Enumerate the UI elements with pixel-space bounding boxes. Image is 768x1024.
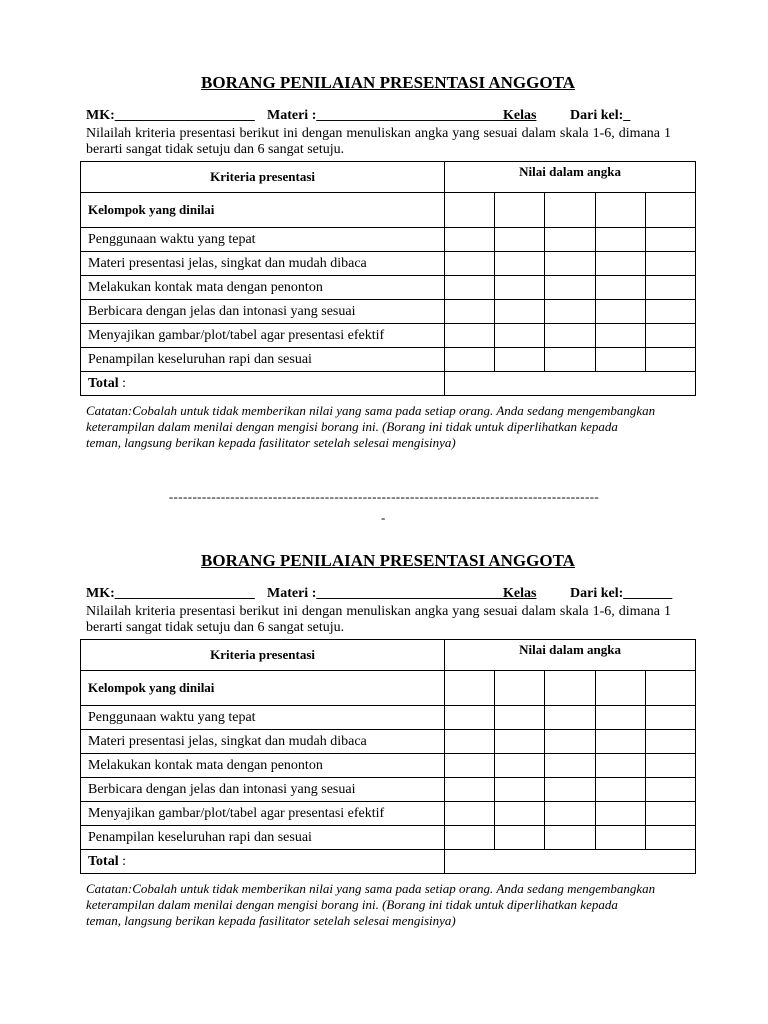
criterion-label: Melakukan kontak mata dengan penonton bbox=[81, 276, 445, 300]
score-cell[interactable] bbox=[445, 826, 495, 850]
score-cell[interactable] bbox=[595, 324, 645, 348]
score-cell[interactable] bbox=[545, 276, 595, 300]
criterion-label: Menyajikan gambar/plot/tabel agar presentasi efektif bbox=[81, 802, 445, 826]
score-cell[interactable] bbox=[595, 826, 645, 850]
score-cell[interactable] bbox=[645, 730, 695, 754]
mk-field[interactable]: MK:____________________ bbox=[86, 108, 255, 123]
score-cell[interactable] bbox=[445, 228, 495, 252]
total-suffix: : bbox=[118, 375, 126, 391]
group-row-label: Kelompok yang dinilai bbox=[81, 671, 445, 706]
score-cell[interactable] bbox=[545, 671, 595, 706]
score-cell[interactable] bbox=[595, 730, 645, 754]
kelas-field[interactable]: Kelas bbox=[503, 108, 537, 123]
score-cell[interactable] bbox=[445, 671, 495, 706]
score-cell[interactable] bbox=[545, 802, 595, 826]
criterion-label: Penampilan keseluruhan rapi dan sesuai bbox=[81, 348, 445, 372]
score-cell[interactable] bbox=[545, 706, 595, 730]
criterion-label: Berbicara dengan jelas dan intonasi yang sesuai bbox=[81, 300, 445, 324]
score-cell[interactable] bbox=[645, 300, 695, 324]
score-cell[interactable] bbox=[545, 228, 595, 252]
score-cell[interactable] bbox=[495, 730, 545, 754]
instruction-text: Nilailah kriteria presentasi berikut ini dengan menuliskan angka yang sesuai dalam skala 1-6, dimana 1 berarti sangat tidak setuju dan 6 sangat setuju. bbox=[86, 126, 671, 157]
score-cell[interactable] bbox=[445, 300, 495, 324]
instruction-text: Nilailah kriteria presentasi berikut ini dengan menuliskan angka yang sesuai dalam skala 1-6, dimana 1 berarti sangat tidak setuju dan 6 sangat setuju. bbox=[86, 604, 671, 635]
total-label: Total bbox=[88, 375, 119, 391]
score-cell[interactable] bbox=[645, 802, 695, 826]
table-row bbox=[81, 276, 696, 300]
score-cell[interactable] bbox=[595, 228, 645, 252]
note-text: Catatan:Cobalah untuk tidak memberikan nilai yang sama pada setiap orang. Anda sedang mengembangkan keterampilan dalam menilai dengan mengisi borang ini. (Borang ini tidak untuk diperlihatkan kepada teman, langsung berikan kepada fasilitator setelah selesai mengisinya) bbox=[86, 881, 656, 928]
score-cell[interactable] bbox=[495, 348, 545, 372]
score-cell[interactable] bbox=[645, 826, 695, 850]
table-row bbox=[81, 754, 696, 778]
score-cell[interactable] bbox=[495, 802, 545, 826]
score-cell[interactable] bbox=[645, 348, 695, 372]
criteria-column-header: Kriteria presentasi bbox=[81, 162, 445, 193]
score-cell[interactable] bbox=[495, 276, 545, 300]
score-cell[interactable] bbox=[445, 324, 495, 348]
score-cell[interactable] bbox=[495, 300, 545, 324]
cut-line: ------------------------------------------------------------------------------------------- bbox=[168, 489, 600, 504]
criterion-label: Melakukan kontak mata dengan penonton bbox=[81, 754, 445, 778]
criterion-label: Berbicara dengan jelas dan intonasi yang sesuai bbox=[81, 778, 445, 802]
criterion-label: Penggunaan waktu yang tepat bbox=[81, 228, 445, 252]
criterion-label: Menyajikan gambar/plot/tabel agar presentasi efektif bbox=[81, 324, 445, 348]
score-cell[interactable] bbox=[545, 754, 595, 778]
score-cell[interactable] bbox=[495, 228, 545, 252]
score-cell[interactable] bbox=[445, 778, 495, 802]
table-row bbox=[81, 324, 696, 348]
score-cell[interactable] bbox=[545, 348, 595, 372]
score-cell[interactable] bbox=[495, 826, 545, 850]
criterion-label: Penampilan keseluruhan rapi dan sesuai bbox=[81, 826, 445, 850]
table-row bbox=[81, 348, 696, 372]
score-cell[interactable] bbox=[495, 754, 545, 778]
score-cell[interactable] bbox=[545, 300, 595, 324]
table-row bbox=[81, 778, 696, 802]
table-row bbox=[81, 252, 696, 276]
assessment-form-1 bbox=[0, 70, 768, 525]
score-cell[interactable] bbox=[495, 706, 545, 730]
score-cell[interactable] bbox=[445, 193, 495, 228]
total-value-cell[interactable] bbox=[445, 372, 696, 396]
score-cell[interactable] bbox=[645, 252, 695, 276]
cut-line-tail: - bbox=[381, 510, 386, 525]
kelas-field[interactable]: Kelas bbox=[503, 586, 537, 601]
score-cell[interactable] bbox=[495, 252, 545, 276]
score-cell[interactable] bbox=[445, 754, 495, 778]
total-row bbox=[81, 850, 445, 874]
total-value-cell[interactable] bbox=[445, 850, 696, 874]
score-cell[interactable] bbox=[645, 228, 695, 252]
score-cell[interactable] bbox=[595, 252, 645, 276]
score-cell[interactable] bbox=[595, 193, 645, 228]
materi-field[interactable]: Materi :___________________________ bbox=[267, 586, 506, 601]
total-row bbox=[81, 372, 445, 396]
dari-kel-field[interactable]: Dari kel:_ bbox=[570, 108, 631, 123]
materi-field[interactable]: Materi :___________________________ bbox=[267, 108, 506, 123]
score-cell[interactable] bbox=[445, 252, 495, 276]
criteria-table bbox=[80, 161, 696, 396]
table-row bbox=[81, 802, 696, 826]
score-cell[interactable] bbox=[645, 193, 695, 228]
score-cell[interactable] bbox=[595, 348, 645, 372]
table-row bbox=[81, 300, 696, 324]
score-cell[interactable] bbox=[545, 193, 595, 228]
score-cell[interactable] bbox=[645, 324, 695, 348]
criteria-column-header: Kriteria presentasi bbox=[81, 640, 445, 671]
score-cell[interactable] bbox=[445, 706, 495, 730]
score-cell[interactable] bbox=[545, 730, 595, 754]
form-title: BORANG PENILAIAN PRESENTASI ANGGOTA bbox=[201, 73, 575, 92]
score-cell[interactable] bbox=[645, 754, 695, 778]
group-row-label: Kelompok yang dinilai bbox=[81, 193, 445, 228]
score-column-header: Nilai dalam angka bbox=[445, 640, 696, 671]
total-label: Total bbox=[88, 853, 119, 869]
mk-field[interactable]: MK:____________________ bbox=[86, 586, 255, 601]
score-cell[interactable] bbox=[545, 252, 595, 276]
score-cell[interactable] bbox=[445, 276, 495, 300]
score-cell[interactable] bbox=[645, 671, 695, 706]
score-cell[interactable] bbox=[595, 754, 645, 778]
score-cell[interactable] bbox=[595, 300, 645, 324]
score-cell[interactable] bbox=[445, 802, 495, 826]
table-row bbox=[81, 706, 696, 730]
criterion-label: Materi presentasi jelas, singkat dan mudah dibaca bbox=[81, 252, 445, 276]
total-suffix: : bbox=[118, 853, 126, 869]
score-cell[interactable] bbox=[445, 730, 495, 754]
score-cell[interactable] bbox=[595, 802, 645, 826]
score-cell[interactable] bbox=[495, 778, 545, 802]
score-cell[interactable] bbox=[645, 276, 695, 300]
score-cell[interactable] bbox=[495, 193, 545, 228]
score-cell[interactable] bbox=[445, 348, 495, 372]
form-title: BORANG PENILAIAN PRESENTASI ANGGOTA bbox=[201, 551, 575, 570]
score-cell[interactable] bbox=[545, 826, 595, 850]
criterion-label: Materi presentasi jelas, singkat dan mudah dibaca bbox=[81, 730, 445, 754]
score-cell[interactable] bbox=[595, 778, 645, 802]
table-row bbox=[81, 228, 696, 252]
note-text: Catatan:Cobalah untuk tidak memberikan nilai yang sama pada setiap orang. Anda sedang mengembangkan keterampilan dalam menilai dengan mengisi borang ini. (Borang ini tidak untuk diperlihatkan kepada teman, langsung berikan kepada fasilitator setelah selesai mengisinya) bbox=[86, 403, 656, 450]
score-cell[interactable] bbox=[645, 706, 695, 730]
assessment-form-2 bbox=[0, 548, 768, 928]
score-cell[interactable] bbox=[645, 778, 695, 802]
table-row bbox=[81, 730, 696, 754]
score-cell[interactable] bbox=[545, 778, 595, 802]
score-column-header: Nilai dalam angka bbox=[445, 162, 696, 193]
table-row bbox=[81, 826, 696, 850]
criterion-label: Penggunaan waktu yang tepat bbox=[81, 706, 445, 730]
score-cell[interactable] bbox=[595, 671, 645, 706]
dari-kel-field[interactable]: Dari kel:_______ bbox=[570, 586, 673, 601]
score-cell[interactable] bbox=[595, 706, 645, 730]
score-cell[interactable] bbox=[495, 324, 545, 348]
score-cell[interactable] bbox=[545, 324, 595, 348]
score-cell[interactable] bbox=[595, 276, 645, 300]
score-cell[interactable] bbox=[495, 671, 545, 706]
criteria-table bbox=[80, 639, 696, 874]
